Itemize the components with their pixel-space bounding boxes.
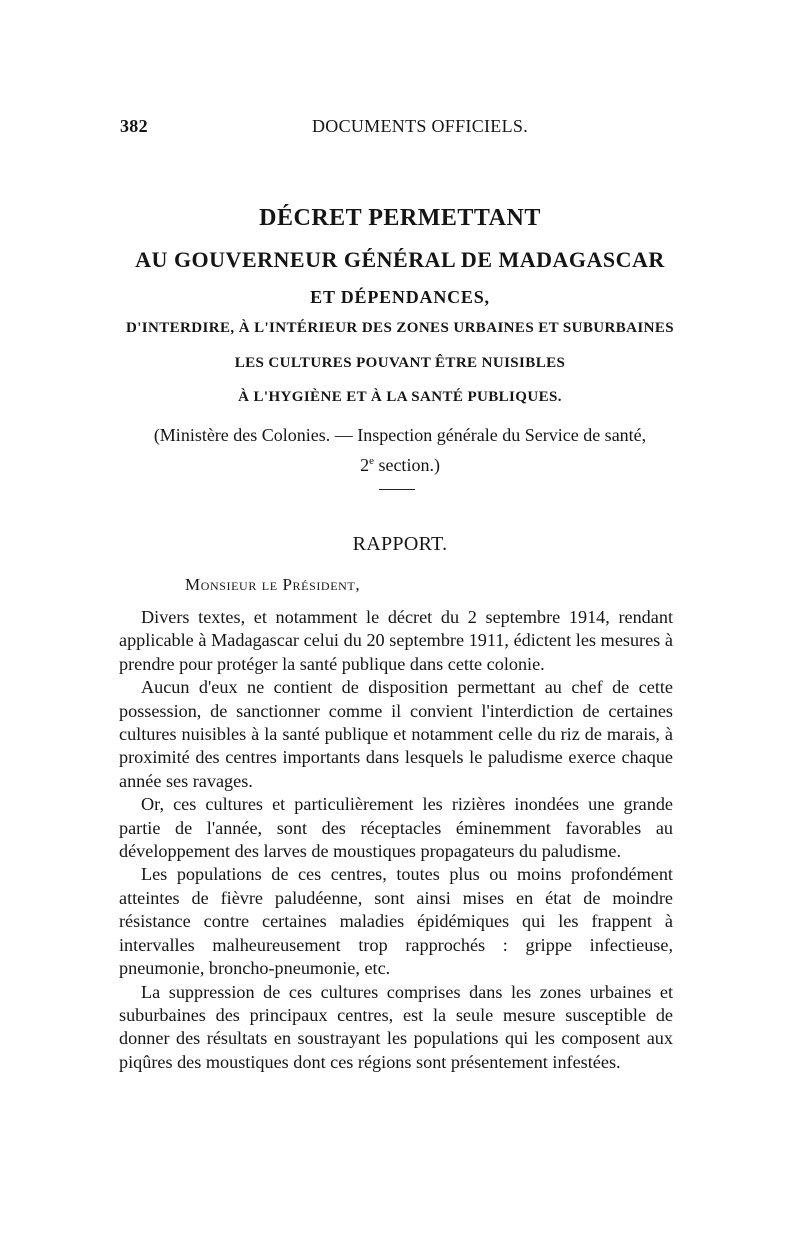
paragraph: Or, ces cultures et particulièrement les rizières inondées une grande partie de l'année, sont des réceptacles éminemment favorables au développement des larves de moustiques propagateurs du paludisme.: [119, 794, 673, 862]
section-label: section.): [373, 455, 440, 475]
section-heading: RAPPORT.: [352, 533, 448, 555]
report-body: [119, 606, 673, 1074]
paragraph: La suppression de ces cultures comprises dans les zones urbaines et suburbaines des principaux centres, est la seule mesure susceptible de donner des résultats en soustrayant les populations qui les composent aux piqûres des moustiques dont ces régions sont présentement infestées.: [119, 981, 673, 1072]
decree-title-line-3: ET DÉPENDANCES,: [310, 287, 490, 307]
paragraph: Les populations de ces centres, toutes plus ou moins profondément atteintes de fièvre paludéenne, sont ainsi mises en état de moindre résistance contre certaines maladies épidémiques qui les frappent à intervalles malheureusement trop rapprochés : grippe infectieuse, pneumonie, broncho-pneumonie, etc.: [119, 864, 673, 979]
decree-title-line-5: LES CULTURES POUVANT ÊTRE NUISIBLES: [234, 355, 566, 371]
ministry-line-1: (Ministère des Colonies. — Inspection générale du Service de santé,: [153, 425, 647, 445]
decree-title-line-1: DÉCRET PERMETTANT: [259, 205, 541, 231]
paragraph: Divers textes, et notamment le décret du 2 septembre 1914, rendant applicable à Madagascar celui du 20 septembre 1911, édictent les mesures à prendre pour protéger la santé publique dans cette colonie.: [119, 607, 673, 674]
running-title: DOCUMENTS OFFICIELS.: [311, 116, 529, 136]
ministry-line-2: [130, 448, 670, 478]
page-number: 382: [120, 116, 148, 136]
salutation: Monsieur le Président,: [185, 575, 361, 594]
section-number: 2: [360, 455, 370, 475]
decree-title-line-4: D'INTERDIRE, À L'INTÉRIEUR DES ZONES URBAINES ET SUBURBAINES: [125, 320, 675, 336]
running-head: [120, 116, 680, 140]
decree-title-line-6: À L'HYGIÈNE ET À LA SANTÉ PUBLIQUES.: [238, 389, 562, 405]
ministry-attribution: [130, 422, 670, 478]
title-divider: [379, 489, 415, 490]
paragraph: Aucun d'eux ne contient de disposition permettant au chef de cette possession, de sanctionner comme il convient l'interdiction de certaines cultures nuisibles à la santé publique et notamment celle du riz de marais, à proximité des centres importants dans lesquels le paludisme exerce chaque année ses ravages.: [119, 677, 673, 791]
section-ordinal-suffix: e: [369, 455, 374, 467]
decree-title-line-2: AU GOUVERNEUR GÉNÉRAL DE MADAGASCAR: [135, 247, 665, 272]
